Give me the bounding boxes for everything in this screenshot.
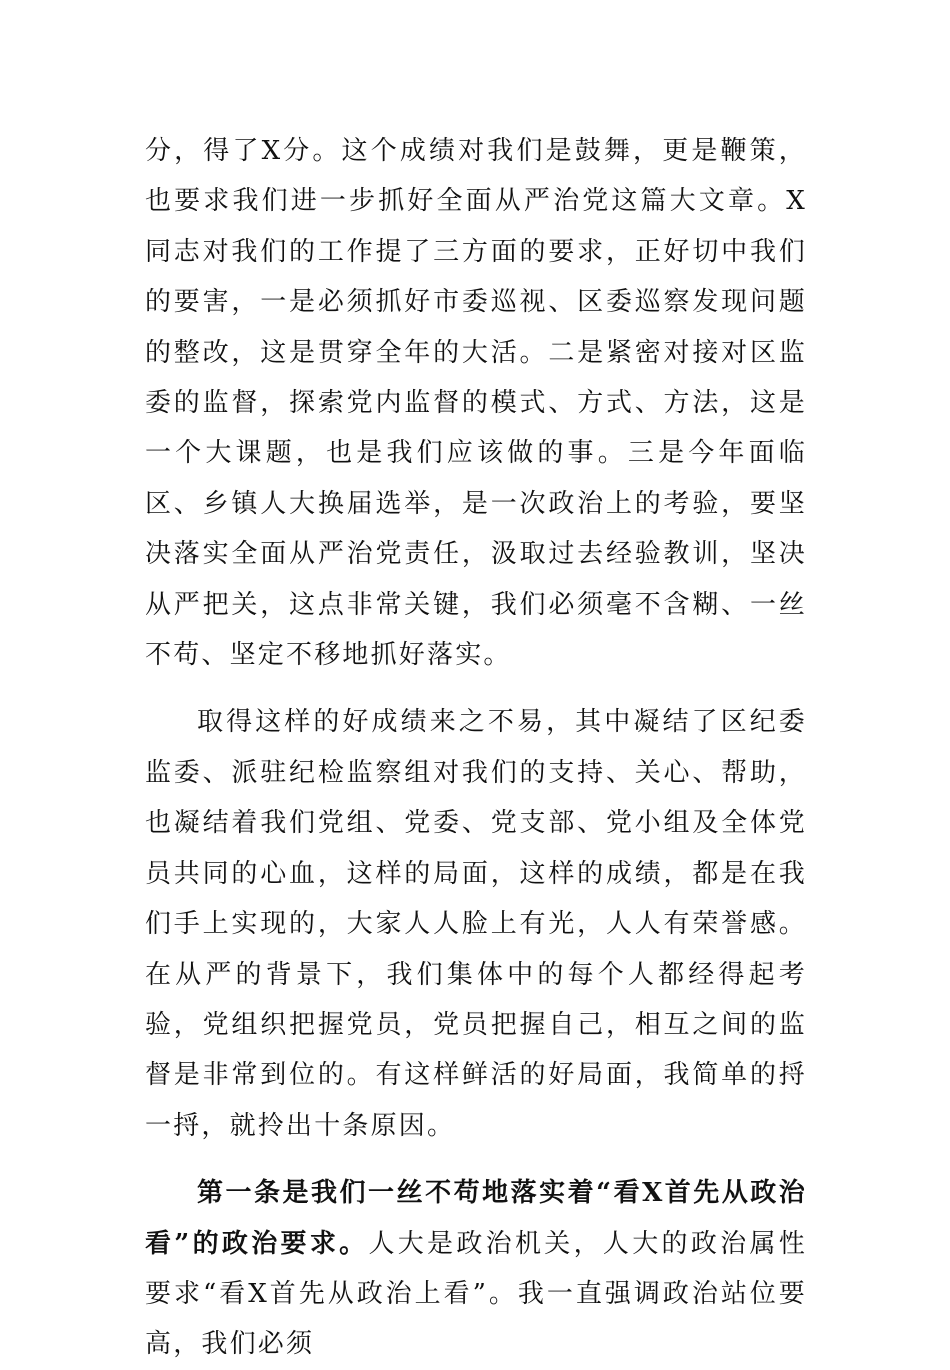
paragraph-2 [145,697,807,1151]
paragraph-3-text: 人大是政治机关，人大的政治属性要求“看X首先从政治上看”。我一直强调政治站位要高，我们必须 [145,1228,807,1360]
paragraph-2-text: 取得这样的好成绩来之不易，其中凝结了区纪委监委、派驻纪检监察组对我们的支持、关心、帮助，也凝结着我们党组、党委、党支部、党小组及全体党员共同的心血，这样的局面，这样的成绩，都是在我们手上实现的，大家人人脸上有光，人人有荣誉感。在从严的背景下，我们集体中的每个人都经得起考验，党组织把握党员，党员把握自己，相互之间的监督是非常到位的。有这样鲜活的好局面，我简单的捋一捋，就拎出十条原因。 [145,707,807,1141]
paragraph-3 [145,1168,807,1370]
document-body [145,126,807,1370]
paragraph-1 [145,126,807,680]
paragraph-1-text: 分，得了X分。这个成绩对我们是鼓舞，更是鞭策，也要求我们进一步抓好全面从严治党这篇大文章。X同志对我们的工作提了三方面的要求，正好切中我们的要害，一是必须抓好市委巡视、区委巡察发现问题的整改，这是贯穿全年的大活。二是紧密对接对区监委的监督，探索党内监督的模式、方式、方法，这是一个大课题，也是我们应该做的事。三是今年面临区、乡镇人大换届选举，是一次政治上的考验，要坚决落实全面从严治党责任，汲取过去经验教训，坚决从严把关，这点非常关键，我们必须毫不含糊、一丝不苟、坚定不移地抓好落实。 [145,136,807,671]
paragraph-3-heading: 第一条是我们一丝不苟地落实着“看X首先从政治看”的政治要求。 [145,1178,807,1259]
